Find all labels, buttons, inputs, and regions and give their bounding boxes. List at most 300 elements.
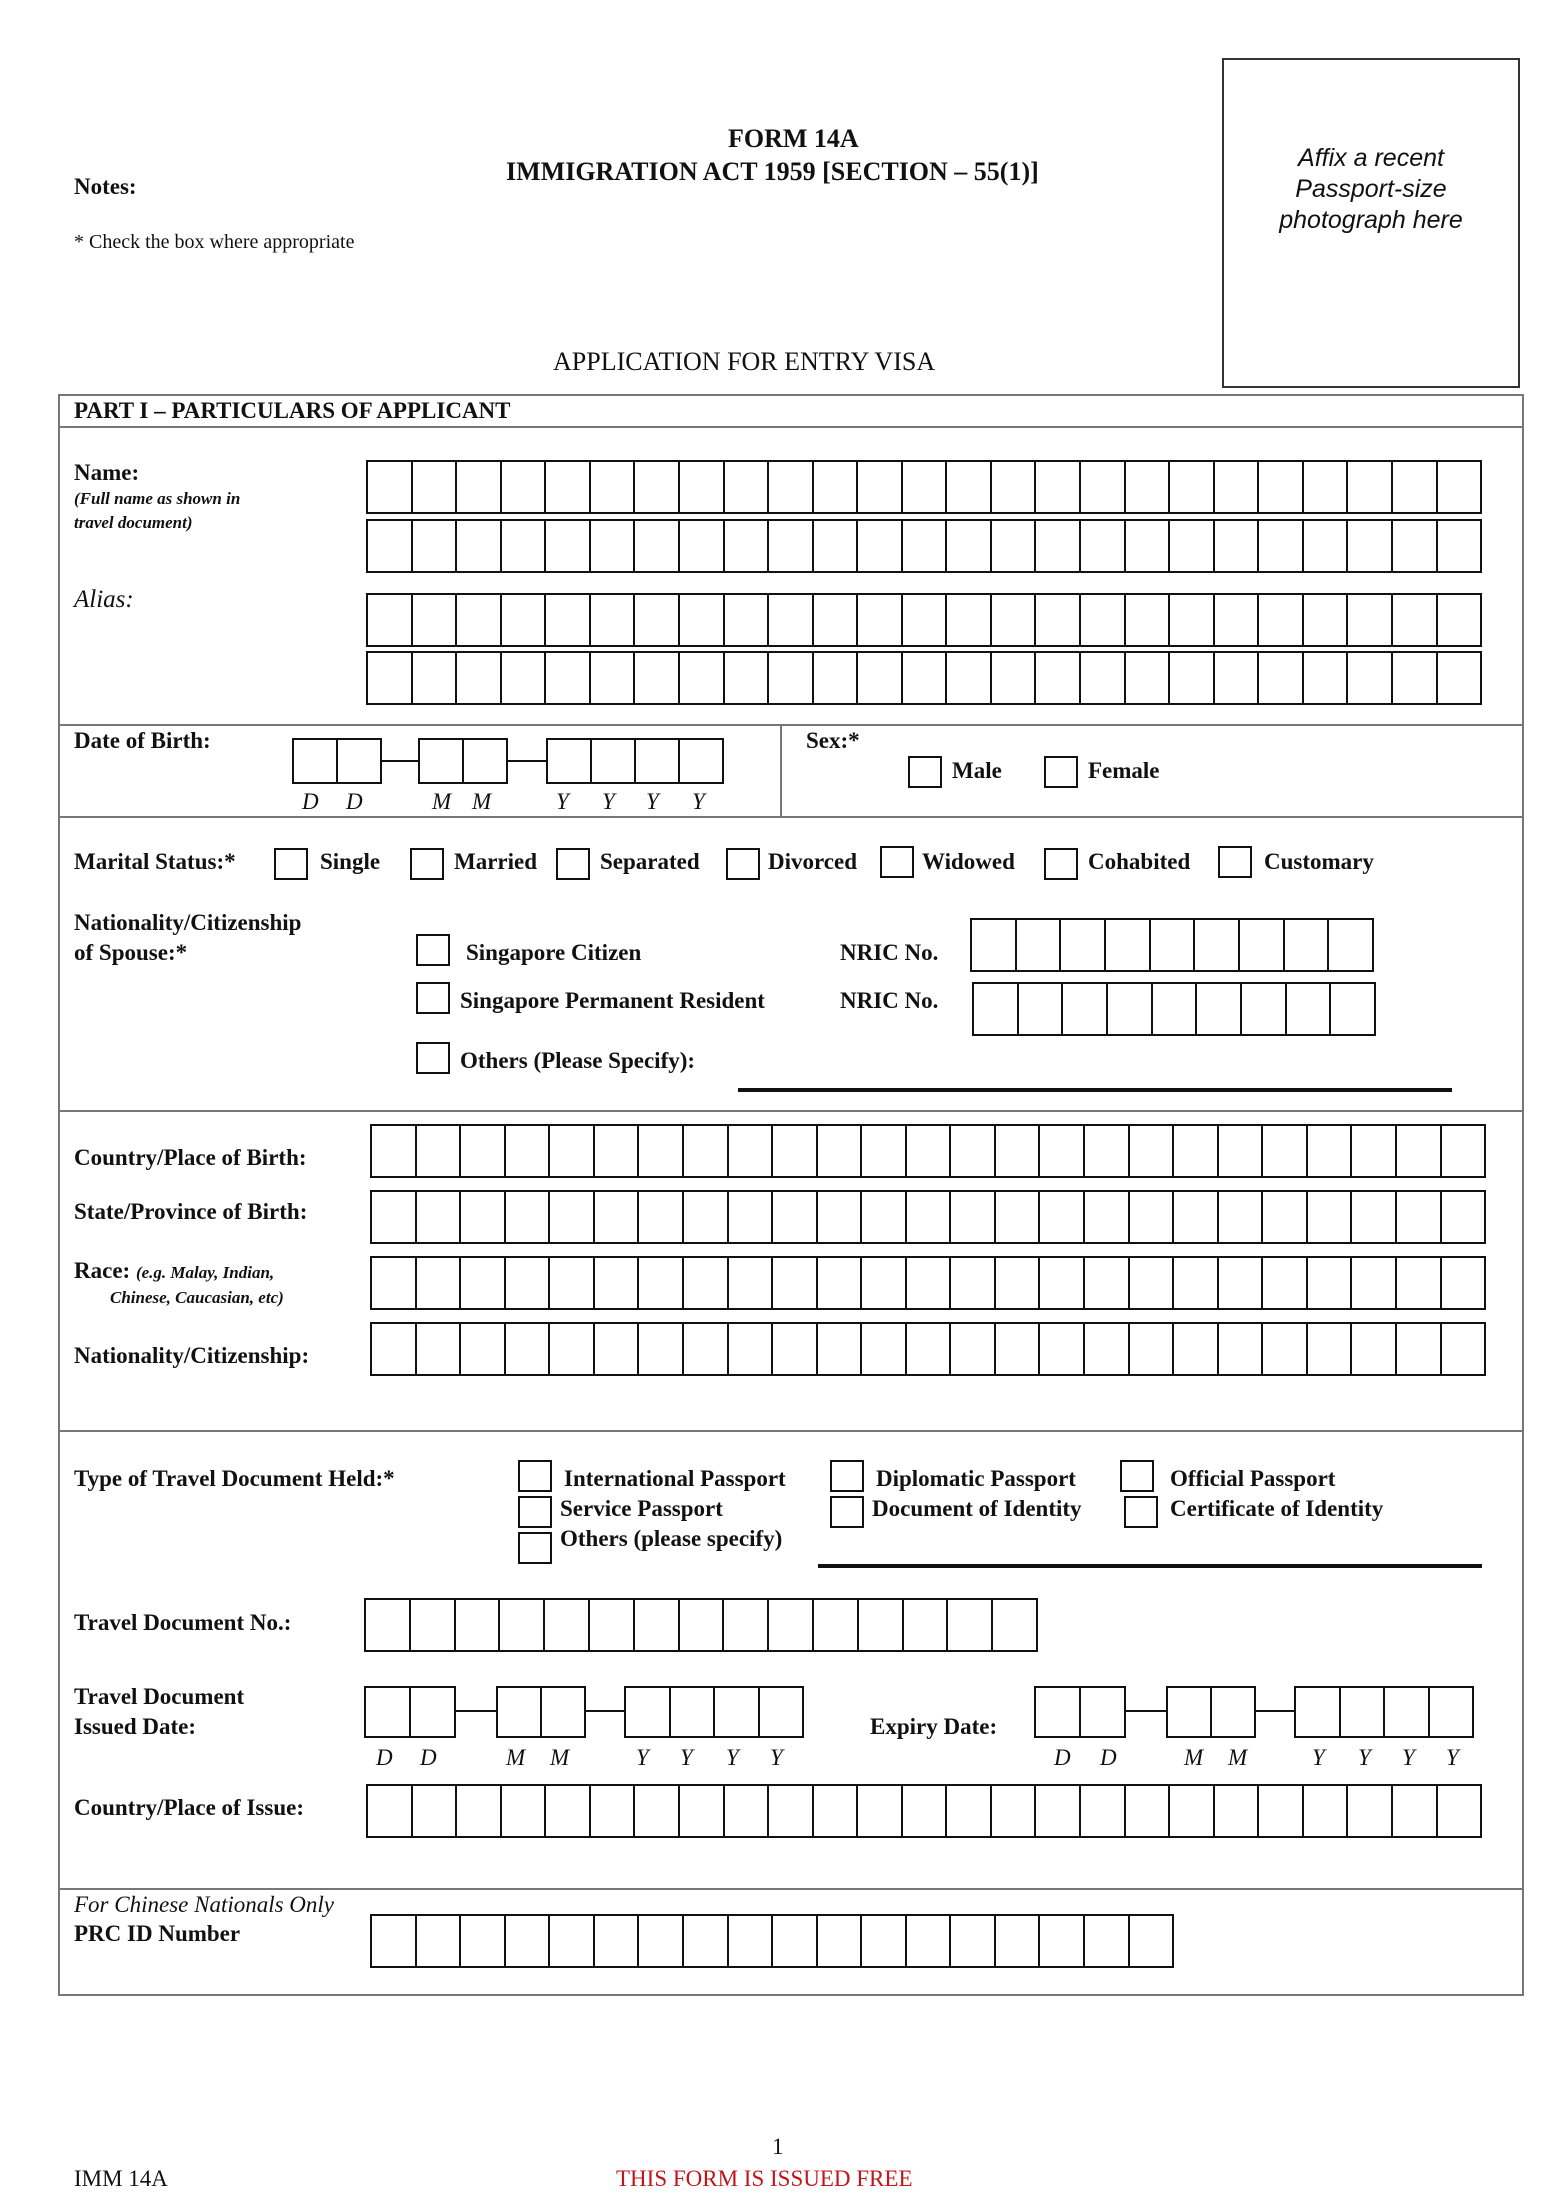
char-cell[interactable]	[1440, 1126, 1485, 1176]
char-cell[interactable]	[368, 653, 411, 703]
char-cell[interactable]	[812, 1600, 857, 1650]
char-cell[interactable]	[504, 1916, 549, 1966]
char-cell[interactable]	[1302, 521, 1347, 571]
char-cell[interactable]	[1436, 653, 1481, 703]
char-cell[interactable]	[1350, 1192, 1395, 1242]
char-cell[interactable]	[372, 1126, 415, 1176]
char-cell[interactable]	[945, 1786, 990, 1836]
sex-male-checkbox[interactable]	[908, 756, 942, 788]
char-cell[interactable]	[1391, 595, 1436, 645]
char-cell[interactable]	[455, 1786, 500, 1836]
char-cell[interactable]	[1172, 1126, 1217, 1176]
other-document-checkbox[interactable]	[518, 1532, 552, 1564]
char-cell[interactable]	[1436, 595, 1481, 645]
char-cell[interactable]	[1240, 984, 1285, 1034]
char-cell[interactable]	[812, 653, 857, 703]
char-cell[interactable]	[812, 462, 857, 512]
marital-widowed-checkbox[interactable]	[880, 846, 914, 878]
service-passport-checkbox[interactable]	[518, 1496, 552, 1528]
char-cell[interactable]	[633, 462, 678, 512]
char-cell[interactable]	[1213, 1786, 1258, 1836]
issued-day-boxes[interactable]	[364, 1686, 456, 1738]
char-cell[interactable]	[544, 462, 589, 512]
char-cell[interactable]	[1213, 521, 1258, 571]
char-cell[interactable]	[949, 1324, 994, 1374]
char-cell[interactable]	[816, 1126, 861, 1176]
char-cell[interactable]	[637, 1192, 682, 1242]
char-cell[interactable]	[1296, 1688, 1339, 1736]
char-cell[interactable]	[454, 1600, 499, 1650]
char-cell[interactable]	[1306, 1126, 1351, 1176]
char-cell[interactable]	[1149, 920, 1194, 970]
char-cell[interactable]	[415, 1324, 460, 1374]
char-cell[interactable]	[372, 1258, 415, 1308]
document-of-identity-checkbox[interactable]	[830, 1496, 864, 1528]
char-cell[interactable]	[856, 653, 901, 703]
char-cell[interactable]	[1302, 595, 1347, 645]
char-cell[interactable]	[860, 1192, 905, 1242]
char-cell[interactable]	[1217, 1192, 1262, 1242]
char-cell[interactable]	[1124, 1786, 1169, 1836]
char-cell[interactable]	[767, 521, 812, 571]
char-cell[interactable]	[1395, 1324, 1440, 1374]
char-cell[interactable]	[500, 1786, 545, 1836]
certificate-of-identity-checkbox[interactable]	[1124, 1496, 1158, 1528]
char-cell[interactable]	[368, 521, 411, 571]
char-cell[interactable]	[1079, 653, 1124, 703]
char-cell[interactable]	[637, 1126, 682, 1176]
char-cell[interactable]	[901, 462, 946, 512]
char-cell[interactable]	[372, 1324, 415, 1374]
char-cell[interactable]	[593, 1916, 638, 1966]
char-cell[interactable]	[727, 1324, 772, 1374]
char-cell[interactable]	[500, 595, 545, 645]
char-cell[interactable]	[669, 1688, 714, 1736]
char-cell[interactable]	[415, 1916, 460, 1966]
char-cell[interactable]	[1395, 1258, 1440, 1308]
char-cell[interactable]	[1172, 1192, 1217, 1242]
char-cell[interactable]	[1217, 1324, 1262, 1374]
char-cell[interactable]	[548, 1258, 593, 1308]
char-cell[interactable]	[459, 1126, 504, 1176]
char-cell[interactable]	[994, 1916, 1039, 1966]
char-cell[interactable]	[945, 462, 990, 512]
char-cell[interactable]	[637, 1324, 682, 1374]
char-cell[interactable]	[1059, 920, 1104, 970]
char-cell[interactable]	[1083, 1192, 1128, 1242]
char-cell[interactable]	[504, 1192, 549, 1242]
char-cell[interactable]	[723, 595, 768, 645]
char-cell[interactable]	[1346, 1786, 1391, 1836]
char-cell[interactable]	[1128, 1126, 1173, 1176]
char-cell[interactable]	[1036, 1688, 1079, 1736]
char-cell[interactable]	[990, 1786, 1035, 1836]
char-cell[interactable]	[901, 595, 946, 645]
country-of-birth-boxes[interactable]	[370, 1124, 1486, 1178]
marital-cohabited-checkbox[interactable]	[1044, 848, 1078, 880]
char-cell[interactable]	[727, 1126, 772, 1176]
char-cell[interactable]	[504, 1258, 549, 1308]
char-cell[interactable]	[902, 1600, 947, 1650]
char-cell[interactable]	[593, 1192, 638, 1242]
char-cell[interactable]	[1034, 595, 1079, 645]
char-cell[interactable]	[1391, 1786, 1436, 1836]
char-cell[interactable]	[1210, 1688, 1254, 1736]
char-cell[interactable]	[901, 1786, 946, 1836]
char-cell[interactable]	[1213, 653, 1258, 703]
char-cell[interactable]	[856, 1786, 901, 1836]
char-cell[interactable]	[1128, 1192, 1173, 1242]
char-cell[interactable]	[727, 1192, 772, 1242]
char-cell[interactable]	[816, 1324, 861, 1374]
char-cell[interactable]	[372, 1916, 415, 1966]
char-cell[interactable]	[548, 740, 590, 782]
char-cell[interactable]	[860, 1126, 905, 1176]
char-cell[interactable]	[1238, 920, 1283, 970]
char-cell[interactable]	[812, 1786, 857, 1836]
char-cell[interactable]	[1391, 521, 1436, 571]
char-cell[interactable]	[1350, 1324, 1395, 1374]
char-cell[interactable]	[589, 653, 634, 703]
char-cell[interactable]	[974, 984, 1017, 1034]
char-cell[interactable]	[1440, 1258, 1485, 1308]
char-cell[interactable]	[1306, 1324, 1351, 1374]
char-cell[interactable]	[500, 462, 545, 512]
char-cell[interactable]	[1038, 1258, 1083, 1308]
char-cell[interactable]	[544, 1786, 589, 1836]
char-cell[interactable]	[1302, 1786, 1347, 1836]
char-cell[interactable]	[420, 740, 462, 782]
char-cell[interactable]	[1257, 595, 1302, 645]
char-cell[interactable]	[1257, 1786, 1302, 1836]
char-cell[interactable]	[1128, 1324, 1173, 1374]
char-cell[interactable]	[1104, 920, 1149, 970]
char-cell[interactable]	[1168, 1786, 1213, 1836]
char-cell[interactable]	[1346, 653, 1391, 703]
char-cell[interactable]	[727, 1916, 772, 1966]
char-cell[interactable]	[1257, 521, 1302, 571]
char-cell[interactable]	[455, 595, 500, 645]
char-cell[interactable]	[637, 1916, 682, 1966]
char-cell[interactable]	[1391, 653, 1436, 703]
char-cell[interactable]	[682, 1192, 727, 1242]
char-cell[interactable]	[1079, 462, 1124, 512]
char-cell[interactable]	[544, 595, 589, 645]
char-cell[interactable]	[459, 1192, 504, 1242]
char-cell[interactable]	[771, 1126, 816, 1176]
char-cell[interactable]	[682, 1126, 727, 1176]
char-cell[interactable]	[994, 1126, 1039, 1176]
char-cell[interactable]	[1172, 1258, 1217, 1308]
char-cell[interactable]	[816, 1192, 861, 1242]
char-cell[interactable]	[1302, 653, 1347, 703]
char-cell[interactable]	[1083, 1916, 1128, 1966]
char-cell[interactable]	[637, 1258, 682, 1308]
char-cell[interactable]	[812, 521, 857, 571]
char-cell[interactable]	[589, 1786, 634, 1836]
char-cell[interactable]	[368, 595, 411, 645]
char-cell[interactable]	[758, 1688, 803, 1736]
char-cell[interactable]	[455, 521, 500, 571]
char-cell[interactable]	[500, 521, 545, 571]
char-cell[interactable]	[455, 462, 500, 512]
char-cell[interactable]	[1261, 1258, 1306, 1308]
char-cell[interactable]	[593, 1126, 638, 1176]
char-cell[interactable]	[1079, 1688, 1124, 1736]
char-cell[interactable]	[767, 595, 812, 645]
state-of-birth-boxes[interactable]	[370, 1190, 1486, 1244]
char-cell[interactable]	[593, 1258, 638, 1308]
char-cell[interactable]	[504, 1126, 549, 1176]
char-cell[interactable]	[1168, 1688, 1210, 1736]
dob-year-boxes[interactable]	[546, 738, 724, 784]
char-cell[interactable]	[994, 1324, 1039, 1374]
char-cell[interactable]	[678, 653, 723, 703]
char-cell[interactable]	[905, 1258, 950, 1308]
char-cell[interactable]	[1168, 521, 1213, 571]
char-cell[interactable]	[1128, 1258, 1173, 1308]
char-cell[interactable]	[1327, 920, 1372, 970]
char-cell[interactable]	[990, 653, 1035, 703]
alias-line-2-boxes[interactable]	[366, 651, 1482, 705]
char-cell[interactable]	[459, 1324, 504, 1374]
char-cell[interactable]	[1061, 984, 1106, 1034]
char-cell[interactable]	[972, 920, 1015, 970]
char-cell[interactable]	[901, 653, 946, 703]
char-cell[interactable]	[905, 1192, 950, 1242]
spouse-citizen-nric-boxes[interactable]	[970, 918, 1374, 972]
char-cell[interactable]	[678, 740, 722, 782]
char-cell[interactable]	[1151, 984, 1196, 1034]
name-line-2-boxes[interactable]	[366, 519, 1482, 573]
issued-year-boxes[interactable]	[624, 1686, 804, 1738]
char-cell[interactable]	[1350, 1126, 1395, 1176]
char-cell[interactable]	[1034, 462, 1079, 512]
char-cell[interactable]	[548, 1126, 593, 1176]
dob-day-boxes[interactable]	[292, 738, 382, 784]
char-cell[interactable]	[633, 653, 678, 703]
char-cell[interactable]	[767, 1786, 812, 1836]
char-cell[interactable]	[723, 462, 768, 512]
char-cell[interactable]	[771, 1192, 816, 1242]
char-cell[interactable]	[682, 1324, 727, 1374]
char-cell[interactable]	[1083, 1126, 1128, 1176]
char-cell[interactable]	[678, 521, 723, 571]
char-cell[interactable]	[1428, 1688, 1473, 1736]
char-cell[interactable]	[1395, 1126, 1440, 1176]
char-cell[interactable]	[372, 1192, 415, 1242]
char-cell[interactable]	[771, 1916, 816, 1966]
char-cell[interactable]	[945, 521, 990, 571]
char-cell[interactable]	[589, 595, 634, 645]
spouse-others-checkbox[interactable]	[416, 1042, 450, 1074]
char-cell[interactable]	[678, 1600, 723, 1650]
char-cell[interactable]	[1034, 1786, 1079, 1836]
marital-single-checkbox[interactable]	[274, 848, 308, 880]
char-cell[interactable]	[1217, 1258, 1262, 1308]
char-cell[interactable]	[946, 1600, 991, 1650]
expiry-month-boxes[interactable]	[1166, 1686, 1256, 1738]
char-cell[interactable]	[949, 1126, 994, 1176]
expiry-day-boxes[interactable]	[1034, 1686, 1126, 1738]
char-cell[interactable]	[994, 1258, 1039, 1308]
char-cell[interactable]	[1440, 1324, 1485, 1374]
char-cell[interactable]	[544, 653, 589, 703]
spouse-permanent-resident-checkbox[interactable]	[416, 982, 450, 1014]
char-cell[interactable]	[1034, 521, 1079, 571]
place-of-issue-boxes[interactable]	[366, 1784, 1482, 1838]
char-cell[interactable]	[409, 1600, 454, 1650]
char-cell[interactable]	[678, 462, 723, 512]
char-cell[interactable]	[1436, 521, 1481, 571]
char-cell[interactable]	[1038, 1126, 1083, 1176]
char-cell[interactable]	[1079, 521, 1124, 571]
char-cell[interactable]	[1038, 1916, 1083, 1966]
prc-id-boxes[interactable]	[370, 1914, 1174, 1968]
diplomatic-passport-checkbox[interactable]	[830, 1460, 864, 1492]
char-cell[interactable]	[1346, 462, 1391, 512]
char-cell[interactable]	[459, 1258, 504, 1308]
char-cell[interactable]	[949, 1916, 994, 1966]
name-line-1-boxes[interactable]	[366, 460, 1482, 514]
char-cell[interactable]	[336, 740, 380, 782]
char-cell[interactable]	[411, 521, 456, 571]
char-cell[interactable]	[1124, 462, 1169, 512]
char-cell[interactable]	[1106, 984, 1151, 1034]
char-cell[interactable]	[368, 462, 411, 512]
char-cell[interactable]	[1440, 1192, 1485, 1242]
char-cell[interactable]	[590, 740, 634, 782]
char-cell[interactable]	[1172, 1324, 1217, 1374]
char-cell[interactable]	[771, 1258, 816, 1308]
spouse-singapore-citizen-checkbox[interactable]	[416, 934, 450, 966]
char-cell[interactable]	[771, 1324, 816, 1374]
char-cell[interactable]	[1034, 653, 1079, 703]
char-cell[interactable]	[589, 521, 634, 571]
international-passport-checkbox[interactable]	[518, 1460, 552, 1492]
char-cell[interactable]	[415, 1126, 460, 1176]
char-cell[interactable]	[1124, 521, 1169, 571]
char-cell[interactable]	[1168, 653, 1213, 703]
char-cell[interactable]	[949, 1258, 994, 1308]
char-cell[interactable]	[856, 521, 901, 571]
expiry-year-boxes[interactable]	[1294, 1686, 1474, 1738]
char-cell[interactable]	[1195, 984, 1240, 1034]
char-cell[interactable]	[901, 521, 946, 571]
char-cell[interactable]	[411, 653, 456, 703]
char-cell[interactable]	[994, 1192, 1039, 1242]
char-cell[interactable]	[682, 1916, 727, 1966]
char-cell[interactable]	[504, 1324, 549, 1374]
char-cell[interactable]	[723, 521, 768, 571]
char-cell[interactable]	[990, 595, 1035, 645]
char-cell[interactable]	[455, 653, 500, 703]
char-cell[interactable]	[415, 1258, 460, 1308]
char-cell[interactable]	[1017, 984, 1062, 1034]
char-cell[interactable]	[990, 521, 1035, 571]
alias-line-1-boxes[interactable]	[366, 593, 1482, 647]
char-cell[interactable]	[727, 1258, 772, 1308]
char-cell[interactable]	[812, 595, 857, 645]
char-cell[interactable]	[366, 1688, 409, 1736]
char-cell[interactable]	[1083, 1324, 1128, 1374]
char-cell[interactable]	[678, 595, 723, 645]
char-cell[interactable]	[856, 462, 901, 512]
marital-separated-checkbox[interactable]	[556, 848, 590, 880]
official-passport-checkbox[interactable]	[1120, 1460, 1154, 1492]
char-cell[interactable]	[633, 595, 678, 645]
char-cell[interactable]	[1083, 1258, 1128, 1308]
char-cell[interactable]	[1038, 1324, 1083, 1374]
char-cell[interactable]	[860, 1258, 905, 1308]
char-cell[interactable]	[1302, 462, 1347, 512]
sex-female-checkbox[interactable]	[1044, 756, 1078, 788]
char-cell[interactable]	[678, 1786, 723, 1836]
char-cell[interactable]	[1339, 1688, 1384, 1736]
char-cell[interactable]	[1306, 1192, 1351, 1242]
char-cell[interactable]	[722, 1600, 767, 1650]
char-cell[interactable]	[1213, 462, 1258, 512]
marital-married-checkbox[interactable]	[410, 848, 444, 880]
char-cell[interactable]	[945, 595, 990, 645]
char-cell[interactable]	[498, 1600, 543, 1650]
char-cell[interactable]	[767, 462, 812, 512]
char-cell[interactable]	[411, 1786, 456, 1836]
char-cell[interactable]	[411, 462, 456, 512]
char-cell[interactable]	[945, 653, 990, 703]
travel-doc-number-boxes[interactable]	[364, 1598, 1038, 1652]
char-cell[interactable]	[409, 1688, 454, 1736]
char-cell[interactable]	[1391, 462, 1436, 512]
char-cell[interactable]	[1383, 1688, 1428, 1736]
char-cell[interactable]	[949, 1192, 994, 1242]
char-cell[interactable]	[1261, 1192, 1306, 1242]
char-cell[interactable]	[905, 1126, 950, 1176]
char-cell[interactable]	[1350, 1258, 1395, 1308]
char-cell[interactable]	[816, 1258, 861, 1308]
char-cell[interactable]	[634, 740, 678, 782]
char-cell[interactable]	[1128, 1916, 1173, 1966]
char-cell[interactable]	[588, 1600, 633, 1650]
char-cell[interactable]	[368, 1786, 411, 1836]
marital-customary-checkbox[interactable]	[1218, 846, 1252, 878]
char-cell[interactable]	[723, 653, 768, 703]
char-cell[interactable]	[1261, 1126, 1306, 1176]
char-cell[interactable]	[713, 1688, 758, 1736]
marital-divorced-checkbox[interactable]	[726, 848, 760, 880]
char-cell[interactable]	[767, 653, 812, 703]
char-cell[interactable]	[548, 1192, 593, 1242]
char-cell[interactable]	[1038, 1192, 1083, 1242]
char-cell[interactable]	[1079, 595, 1124, 645]
char-cell[interactable]	[415, 1192, 460, 1242]
char-cell[interactable]	[1261, 1324, 1306, 1374]
char-cell[interactable]	[860, 1324, 905, 1374]
char-cell[interactable]	[1285, 984, 1330, 1034]
char-cell[interactable]	[589, 462, 634, 512]
char-cell[interactable]	[462, 740, 506, 782]
char-cell[interactable]	[500, 653, 545, 703]
char-cell[interactable]	[544, 521, 589, 571]
other-document-specify-line[interactable]	[818, 1564, 1482, 1568]
char-cell[interactable]	[1436, 462, 1481, 512]
char-cell[interactable]	[633, 521, 678, 571]
race-boxes[interactable]	[370, 1256, 1486, 1310]
char-cell[interactable]	[548, 1916, 593, 1966]
char-cell[interactable]	[905, 1324, 950, 1374]
char-cell[interactable]	[1015, 920, 1060, 970]
char-cell[interactable]	[543, 1600, 588, 1650]
